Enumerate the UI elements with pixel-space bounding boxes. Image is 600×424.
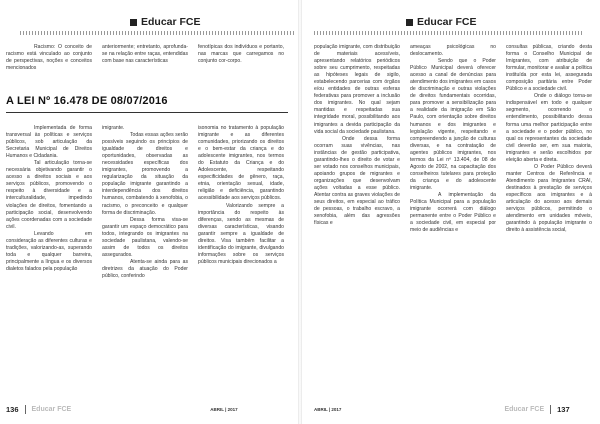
- paragraph: Onde dessa forma ocorram suas vivências, nas instâncias de gestão participativa, garantindo-lhes o direito de votar e ser votado nos conselhos municipais, apoiando grupos de migrantes e organizações que desenvolvam ações voltadas a esse público. Atentar contra as graves violações de seus direitos, em especial ao tráfico de pessoas, o trabalho escravo, a xenofobia, além das agressões físicas e: [314, 135, 400, 227]
- paragraph: Todas essas ações serão possíveis seguindo os princípios de igualdade de direitos e oportunidades, observadas as necessidades específicas dos imigrantes, promovendo a regularização da situação da população imigrante garantindo a interdependência dos direitos humanos, combatendo à xenofobia, o racismo, o preconceito e qualquer forma de discriminação.: [102, 132, 188, 216]
- square-bullet-icon: [130, 19, 137, 26]
- paragraph: Tal articulação torna-se necessária objetivando garantir o acesso a direitos sociais e aos serviços públicos, promovendo o respeito à diversidade e a interculturalidade, impedindo violações de direitos, fomentando a participação social, desenvolvendo ações coordenadas com a sociedade civil.: [6, 160, 92, 230]
- page-footer: [314, 405, 570, 414]
- body-column-2: [102, 125, 188, 280]
- law-title: A LEI Nº 16.478 DE 08/07/2016: [6, 95, 168, 107]
- body-column-3: [506, 44, 592, 234]
- header-rule: [20, 31, 295, 35]
- body-column-3: [198, 125, 284, 266]
- footer-brand: Educar FCE: [504, 406, 545, 413]
- right-page: [300, 0, 600, 424]
- intro-column-3: [198, 44, 284, 65]
- paragraph: consultas públicas, criando desta forma o Conselho Municipal de Imigrantes, com atribuição de formular, monitorar e avaliar a política instituída por esta lei, assegurada composição paritária entre Poder Público e a sociedade civil.: [506, 44, 592, 93]
- footer-date: ABRIL | 2017: [314, 407, 342, 412]
- intro-text: fenotípicas dos indivíduos e portanto, nas marcas que carregamos no conjunto cor-corpo.: [198, 44, 284, 65]
- page-header: [406, 16, 477, 28]
- intro-column-2: [102, 44, 188, 65]
- page-number: 136: [6, 405, 19, 414]
- paragraph: Atenta-se ainda para as diretrizes da atuação do Poder público, conferindo: [102, 258, 188, 279]
- intro-text: Racismo: O conceito de racismo está vinculado ao conjunto de perspectivas, noções e conceitos mencionados: [6, 44, 92, 72]
- paragraph: Levando em consideração as diferentes culturas e tradições, valorizando-as, superando toda e qualquer barreira, principalmente a língua e os diversos dialetos falados pela população: [6, 230, 92, 272]
- paragraph: isonomia no tratamento à população imigrante e as diferentes comunidades, priorizando os direitos e o bem-estar da criança e do adolescente imigrantes, nos termos do Estatuto da Criança e do Adolescente, respeitando especificidades de gênero, raça, etnia, orientação sexual, idade, religião e deficiência, garantindo acessibilidade aos serviços públicos.: [198, 125, 284, 202]
- page-footer: [6, 405, 238, 414]
- footer-divider: [550, 405, 551, 414]
- paragraph: A implementação da Política Municipal para a população imigrante ocorrerá com diálogo permanente entre o Poder Público e a sociedade civil, em especial por meio de audiências e: [410, 191, 496, 234]
- footer-brand: Educar FCE: [31, 406, 72, 413]
- header-brand: Educar FCE: [141, 16, 201, 28]
- page-number: 137: [557, 405, 570, 414]
- footer-divider: [25, 405, 26, 414]
- paragraph: Sendo que o Poder Público Municipal deverá oferecer acesso a canal de denúncias para atendimento dos imigrantes em casos de discriminação e outras violações de direitos fundamentais ocorridas, para promover a sensibilização para a realidade da imigração em São Paulo, com orientação sobre direitos humanos e dos imigrantes e legislação vigente, respeitando e compreendendo a junção de culturas diversas, e na contratação de agentes públicos imigrantes, nos termos da Lei nº 13.404, de 08 de Agosto de 2002, na capacitação dos conselheiros tutelares para proteção da criança e do adolescente imigrante.: [410, 58, 496, 191]
- square-bullet-icon: [406, 19, 413, 26]
- paragraph: Onde o diálogo torna-se indispensável em todo e qualquer segmento, ocorrendo o entendimento, possibilitando dessa forma uma melhor participação entre a sociedade e o poder público, no qual os representantes da sociedade civil deverão ser, em sua maioria, imigrantes e serão escolhidos por eleição aberta e direta.: [506, 93, 592, 163]
- intro-text: anteriormente; entretanto, aprofunda-se na relação entre raças, entendidas com base nas características: [102, 44, 188, 65]
- header-rule: [314, 31, 584, 35]
- paragraph: ameaças psicológicas no deslocamento.: [410, 44, 496, 58]
- paragraph: Implementada de forma transversal às políticas e serviços públicos, sob articulação da Secretaria Municipal de Direitos Humanos e Cidadania.: [6, 125, 92, 160]
- paragraph: O Poder Público deverá manter Centros de Referência e Atendimento para Imigrantes CRAI, destinados à prestação de serviços específicos aos imigrantes e à articulação do acesso aos demais serviços públicos, permitindo o atendimento em unidades móveis, garantindo à população imigrante o direito à assistência social,: [506, 163, 592, 234]
- footer-date: ABRIL | 2017: [210, 407, 238, 412]
- paragraph: imigrante.: [102, 125, 125, 131]
- header-brand: Educar FCE: [417, 16, 477, 28]
- body-column-1: [314, 44, 400, 227]
- paragraph: Dessa forma visa-se garantir um espaço democrático para todos, integrando os imigrantes na sociedade paulistana, valendo-se assim de todos os direitos assegurados.: [102, 216, 188, 258]
- law-title-rule: [6, 112, 288, 113]
- body-column-1: [6, 125, 92, 273]
- paragraph: Valorizando sempre a importância do respeito às diferenças, sendo as mesmas de diversas características, visando garantir sempre a igualdade de direitos. Visa também facilitar a identificação do imigrante, divulgando informações sobre os serviços públicos municipais direcionados a: [198, 202, 284, 265]
- body-column-2: [410, 44, 496, 234]
- paragraph: população imigrante, com distribuição de materiais acessíveis, apresentando relatórios periódicos sobre seu cumprimento, respeitadas as hipóteses legais de sigilo, estabelecendo parcerias com órgãos e/ou entidades de outras esferas federativas para promover a inclusão dos imigrantes. No qual sejam mantidas e respeitadas sua integridade moral, possibilitando aos imigrantes a devida participação da vida social da sociedade paulistana.: [314, 44, 400, 135]
- page-header: [130, 16, 201, 28]
- intro-column-1: [6, 44, 92, 72]
